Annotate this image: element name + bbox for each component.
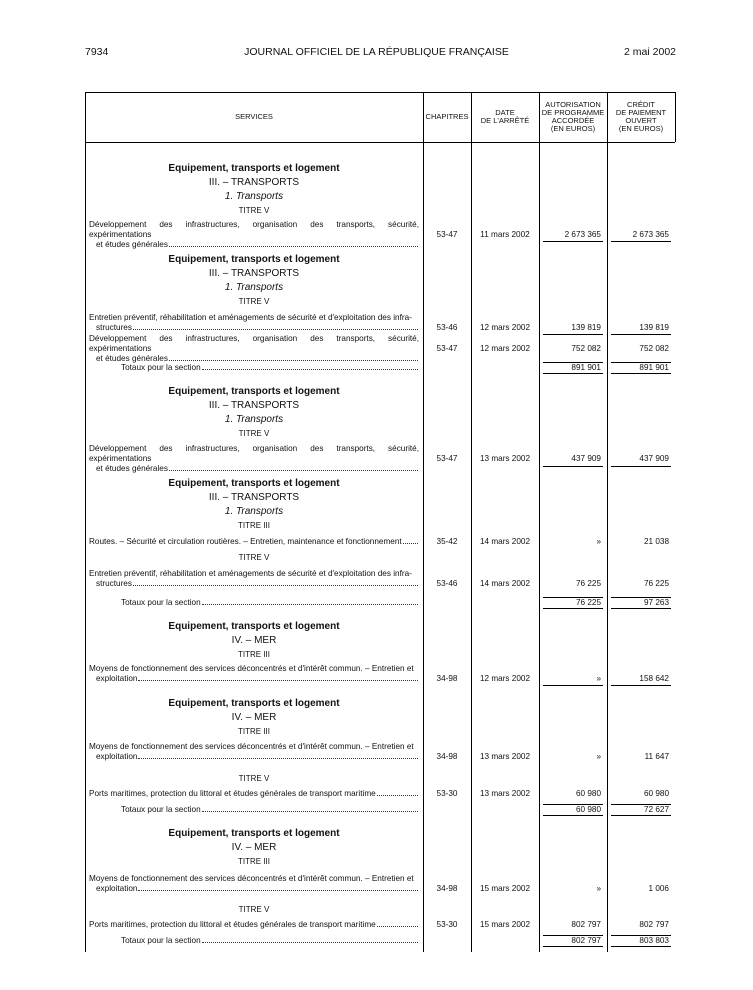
subdivision-heading: 1. Transports xyxy=(224,282,284,293)
credit-cell xyxy=(607,752,675,762)
line-text: Routes. – Sécurité et circulation routières. – Entretien, maintenance et fonctionnement xyxy=(89,537,402,546)
date-cell: 12 mars 2002 xyxy=(479,323,531,332)
total-label xyxy=(121,936,419,946)
line-text: Ports maritimes, protection du littoral et études générales de transport maritime xyxy=(89,789,376,798)
sum-rule xyxy=(543,362,603,363)
sum-rule xyxy=(611,685,671,686)
credit-cell xyxy=(607,789,675,799)
credit-cell xyxy=(607,579,675,589)
column-rule xyxy=(471,92,472,952)
sum-rule xyxy=(611,466,671,467)
line-text: exploitation xyxy=(96,884,138,893)
line-text: Totaux pour la section xyxy=(121,805,201,814)
credit-value: 752 082 xyxy=(639,344,669,353)
service-description xyxy=(89,537,419,547)
column-rule xyxy=(675,92,676,142)
service-description xyxy=(89,920,419,930)
col-header-credit: CRÉDIT DE PAIEMENT OUVERT (EN EUROS) xyxy=(615,100,667,133)
titre-heading: TITRE III xyxy=(238,857,270,866)
total-autorisation-value: 76 225 xyxy=(575,598,601,607)
credit-cell xyxy=(607,344,675,354)
total-credit xyxy=(607,936,675,946)
issue-date: 2 mai 2002 xyxy=(624,46,676,58)
line-text: et études générales xyxy=(96,354,168,363)
service-description xyxy=(89,444,419,474)
autorisation-value: 802 797 xyxy=(571,920,601,929)
leader-dots xyxy=(202,936,418,943)
division-heading: IV. – MER xyxy=(231,712,277,723)
autorisation-cell xyxy=(539,789,607,799)
autorisation-cell xyxy=(539,454,607,464)
description-line xyxy=(89,240,419,250)
titre-heading: TITRE III xyxy=(238,650,270,659)
sum-rule xyxy=(611,815,671,816)
credit-value: 158 642 xyxy=(639,674,669,683)
service-description xyxy=(89,664,419,684)
division-heading: III. – TRANSPORTS xyxy=(208,268,300,279)
ministry-heading: Equipement, transports et logement xyxy=(168,478,340,489)
autorisation-value: 2 673 365 xyxy=(564,230,601,239)
chapitre-cell: 53-47 xyxy=(436,454,458,463)
autorisation-value: » xyxy=(596,674,601,683)
chapitre-cell: 53-30 xyxy=(436,920,458,929)
line-text: structures xyxy=(96,579,132,588)
service-description xyxy=(89,313,419,333)
ministry-heading: Equipement, transports et logement xyxy=(168,254,340,265)
total-autorisation xyxy=(539,805,607,815)
division-heading: III. – TRANSPORTS xyxy=(208,400,300,411)
subdivision-heading: 1. Transports xyxy=(224,506,284,517)
autorisation-value: » xyxy=(596,537,601,546)
division-heading: IV. – MER xyxy=(231,842,277,853)
sum-rule xyxy=(543,466,603,467)
column-rule xyxy=(423,92,424,952)
credit-cell xyxy=(607,920,675,930)
date-cell: 13 mars 2002 xyxy=(479,789,531,798)
line-text: Ports maritimes, protection du littoral et études générales de transport maritime xyxy=(89,920,376,929)
autorisation-value: 60 980 xyxy=(575,789,601,798)
sum-rule xyxy=(543,373,603,374)
total-credit-value: 803 803 xyxy=(639,936,669,945)
leader-dots xyxy=(138,752,418,759)
chapitre-cell: 34-98 xyxy=(436,752,458,761)
total-label xyxy=(121,363,419,373)
description-line xyxy=(89,674,419,684)
division-heading: IV. – MER xyxy=(231,635,277,646)
description-line xyxy=(89,884,419,894)
titre-heading: TITRE III xyxy=(238,521,270,530)
autorisation-cell xyxy=(539,230,607,240)
leader-dots xyxy=(169,240,418,247)
description-line xyxy=(89,752,419,762)
date-cell: 12 mars 2002 xyxy=(479,344,531,353)
chapitre-cell: 53-30 xyxy=(436,789,458,798)
chapitre-cell: 53-47 xyxy=(436,344,458,353)
sum-rule xyxy=(611,935,671,936)
credit-value: 76 225 xyxy=(643,579,669,588)
sum-rule xyxy=(543,608,603,609)
col-header-autorisation: AUTORISATION DE PROGRAMME ACCORDÉE (EN EUROS) xyxy=(541,100,605,133)
autorisation-cell xyxy=(539,752,607,762)
total-autorisation-value: 60 980 xyxy=(575,805,601,814)
col-header-date: DATE DE L'ARRÊTÉ xyxy=(480,108,530,125)
description-line: Développement des infrastructures, organisation des transports, sécurité, expérimentations xyxy=(89,444,419,463)
column-rule xyxy=(539,92,540,952)
sum-rule xyxy=(611,804,671,805)
chapitre-cell: 53-46 xyxy=(436,579,458,588)
col-header-chapitres: CHAPITRES xyxy=(425,112,469,121)
ministry-heading: Equipement, transports et logement xyxy=(168,163,340,174)
description-line xyxy=(89,789,419,799)
credits-table xyxy=(85,92,675,948)
date-cell: 14 mars 2002 xyxy=(479,579,531,588)
division-heading: III. – TRANSPORTS xyxy=(208,492,300,503)
total-autorisation xyxy=(539,936,607,946)
sum-rule xyxy=(611,362,671,363)
date-cell: 12 mars 2002 xyxy=(479,674,531,683)
chapitre-cell: 34-98 xyxy=(436,674,458,683)
description-line: Développement des infrastructures, organisation des transports, sécurité, expérimentations xyxy=(89,220,419,239)
col-header-services: SERVICES xyxy=(235,112,273,121)
sum-rule xyxy=(611,241,671,242)
subdivision-heading: 1. Transports xyxy=(224,414,284,425)
autorisation-cell xyxy=(539,579,607,589)
total-credit-value: 97 263 xyxy=(643,598,669,607)
autorisation-cell xyxy=(539,344,607,354)
ministry-heading: Equipement, transports et logement xyxy=(168,698,340,709)
service-description xyxy=(89,334,419,364)
sum-rule xyxy=(543,935,603,936)
titre-heading: TITRE V xyxy=(238,774,270,783)
service-description xyxy=(89,220,419,250)
description-line: Moyens de fonctionnement des services déconcentrés et d'intérêt commun. – Entretien et xyxy=(89,874,414,883)
description-line: Entretien préventif, réhabilitation et aménagements de sécurité et d'exploitation des infra- xyxy=(89,313,412,322)
leader-dots xyxy=(377,920,418,927)
sum-rule xyxy=(611,373,671,374)
date-cell: 11 mars 2002 xyxy=(480,230,530,239)
credit-value: 60 980 xyxy=(643,789,669,798)
sum-rule xyxy=(543,804,603,805)
line-text: structures xyxy=(96,323,132,332)
credit-value: 21 038 xyxy=(643,537,669,546)
autorisation-value: 139 819 xyxy=(571,323,601,332)
total-credit xyxy=(607,805,675,815)
description-line: Développement des infrastructures, organisation des transports, sécurité, expérimentations xyxy=(89,334,419,353)
sum-rule xyxy=(543,597,603,598)
leader-dots xyxy=(133,579,418,586)
date-cell: 14 mars 2002 xyxy=(479,537,531,546)
line-text: exploitation xyxy=(96,752,138,761)
leader-dots xyxy=(202,363,418,370)
leader-dots xyxy=(138,674,418,681)
subdivision-heading: 1. Transports xyxy=(224,191,284,202)
date-cell: 13 mars 2002 xyxy=(479,752,531,761)
sum-rule xyxy=(543,946,603,947)
leader-dots xyxy=(169,464,418,471)
line-text: Totaux pour la section xyxy=(121,598,201,607)
description-line xyxy=(89,920,419,930)
credit-cell xyxy=(607,323,675,333)
autorisation-value: 752 082 xyxy=(571,344,601,353)
credit-cell xyxy=(607,537,675,547)
line-text: Totaux pour la section xyxy=(121,363,201,372)
ministry-heading: Equipement, transports et logement xyxy=(168,621,340,632)
autorisation-value: 76 225 xyxy=(575,579,601,588)
chapitre-cell: 53-47 xyxy=(436,230,458,239)
leader-dots xyxy=(169,354,418,361)
sum-rule xyxy=(543,815,603,816)
titre-heading: TITRE V xyxy=(238,553,270,562)
sum-rule xyxy=(611,946,671,947)
ministry-heading: Equipement, transports et logement xyxy=(168,828,340,839)
date-cell: 15 mars 2002 xyxy=(479,920,531,929)
description-line: Entretien préventif, réhabilitation et aménagements de sécurité et d'exploitation des infra- xyxy=(89,569,412,578)
sum-rule xyxy=(543,334,603,335)
autorisation-cell xyxy=(539,323,607,333)
autorisation-value: » xyxy=(596,884,601,893)
autorisation-cell xyxy=(539,674,607,684)
total-autorisation-value: 802 797 xyxy=(571,936,601,945)
description-line xyxy=(89,579,419,589)
credit-cell xyxy=(607,884,675,894)
total-autorisation xyxy=(539,363,607,373)
autorisation-cell xyxy=(539,537,607,547)
service-description xyxy=(89,789,419,799)
total-credit xyxy=(607,598,675,608)
leader-dots xyxy=(202,598,418,605)
line-text: Totaux pour la section xyxy=(121,936,201,945)
description-line xyxy=(89,537,419,547)
credit-cell xyxy=(607,454,675,464)
date-cell: 13 mars 2002 xyxy=(479,454,531,463)
total-label xyxy=(121,805,419,815)
journal-title: JOURNAL OFFICIEL DE LA RÉPUBLIQUE FRANÇAISE xyxy=(244,46,509,58)
page-number: 7934 xyxy=(85,46,109,58)
chapitre-cell: 34-98 xyxy=(436,884,458,893)
sum-rule xyxy=(611,597,671,598)
description-line: Moyens de fonctionnement des services déconcentrés et d'intérêt commun. – Entretien et xyxy=(89,742,414,751)
service-description xyxy=(89,569,419,589)
credit-value: 1 006 xyxy=(648,884,669,893)
credit-value: 802 797 xyxy=(639,920,669,929)
service-description xyxy=(89,742,419,762)
credit-cell xyxy=(607,674,675,684)
credit-value: 11 647 xyxy=(644,752,669,761)
sum-rule xyxy=(543,685,603,686)
chapitre-cell: 35-42 xyxy=(436,537,458,546)
leader-dots xyxy=(133,323,418,330)
line-text: exploitation xyxy=(96,674,138,683)
total-label xyxy=(121,598,419,608)
total-credit-value: 891 901 xyxy=(639,363,669,372)
credit-cell xyxy=(607,230,675,240)
date-cell: 15 mars 2002 xyxy=(479,884,531,893)
description-line xyxy=(89,323,419,333)
leader-dots xyxy=(403,537,418,544)
service-description xyxy=(89,874,419,894)
description-line xyxy=(89,464,419,474)
sum-rule xyxy=(611,334,671,335)
credit-value: 139 819 xyxy=(639,323,669,332)
line-text: et études générales xyxy=(96,240,168,249)
total-autorisation xyxy=(539,598,607,608)
division-heading: III. – TRANSPORTS xyxy=(208,177,300,188)
titre-heading: TITRE V xyxy=(238,206,270,215)
titre-heading: TITRE III xyxy=(238,727,270,736)
column-rule xyxy=(607,92,608,952)
titre-heading: TITRE V xyxy=(238,297,270,306)
credit-value: 437 909 xyxy=(639,454,669,463)
total-credit xyxy=(607,363,675,373)
autorisation-cell xyxy=(539,920,607,930)
leader-dots xyxy=(377,789,418,796)
autorisation-cell xyxy=(539,884,607,894)
autorisation-value: » xyxy=(596,752,601,761)
sum-rule xyxy=(611,608,671,609)
chapitre-cell: 53-46 xyxy=(436,323,458,332)
description-line: Moyens de fonctionnement des services déconcentrés et d'intérêt commun. – Entretien et xyxy=(89,664,414,673)
line-text: et études générales xyxy=(96,464,168,473)
leader-dots xyxy=(202,805,418,812)
titre-heading: TITRE V xyxy=(238,905,270,914)
credit-value: 2 673 365 xyxy=(632,230,669,239)
total-autorisation-value: 891 901 xyxy=(571,363,601,372)
leader-dots xyxy=(138,884,418,891)
table-header-border xyxy=(85,142,675,143)
sum-rule xyxy=(543,241,603,242)
autorisation-value: 437 909 xyxy=(571,454,601,463)
ministry-heading: Equipement, transports et logement xyxy=(168,386,340,397)
titre-heading: TITRE V xyxy=(238,429,270,438)
total-credit-value: 72 627 xyxy=(643,805,669,814)
